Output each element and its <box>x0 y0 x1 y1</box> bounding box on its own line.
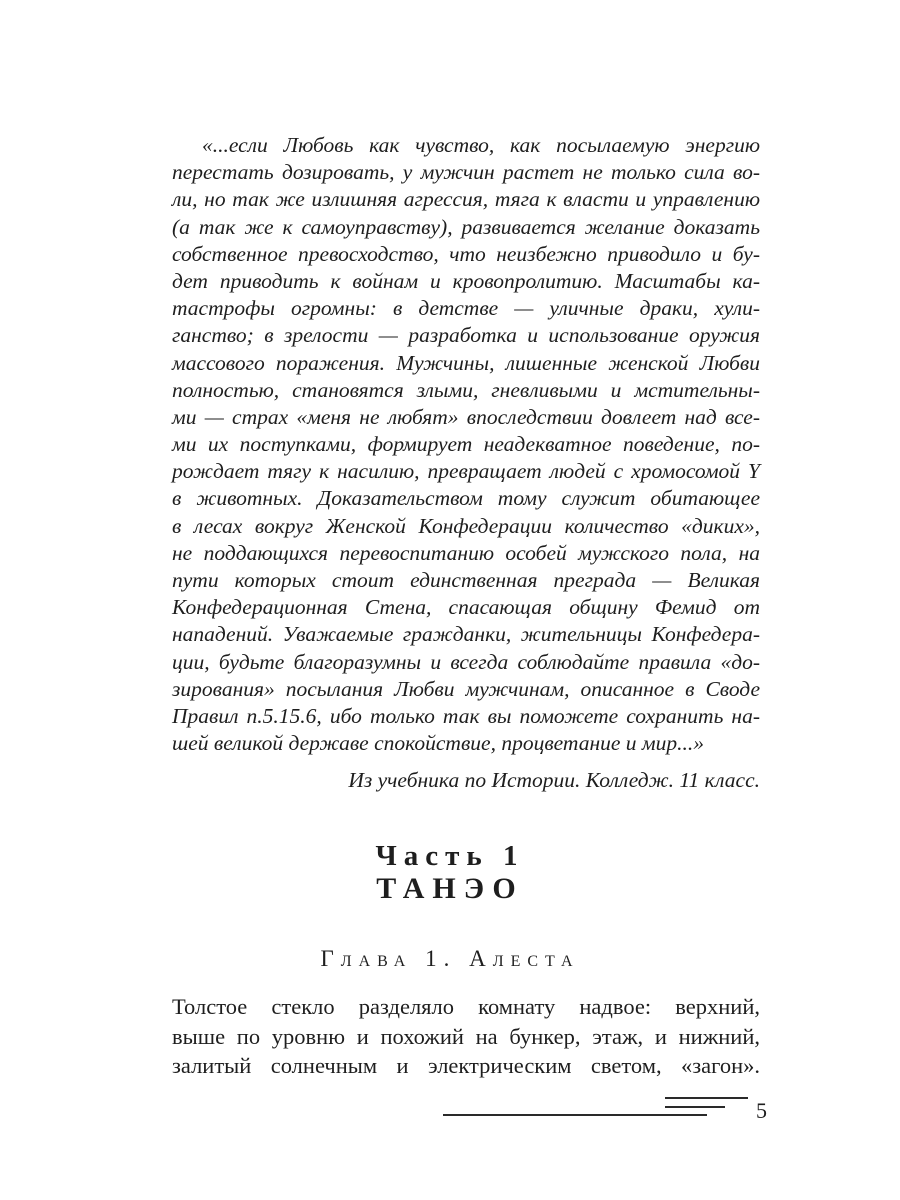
part-title: ТАНЭО <box>376 872 524 905</box>
epigraph-line: ции, будьте благоразумны и всегда соблюдайте правила «до- <box>172 649 760 674</box>
footer-rule-middle <box>665 1106 725 1108</box>
epigraph-line: Конфедерационная Стена, спасающая общину Фемид от <box>172 595 760 620</box>
epigraph-line: ганство; в зрелости — разработка и использование оружия <box>172 323 760 348</box>
epigraph-line: массового поражения. Мужчины, лишенные женской Любви <box>172 350 760 375</box>
epigraph-line: в лесах вокруг Женской Конфедерации количество «диких», <box>172 513 760 538</box>
body-line: Толстое стекло разделяло комнату надвое: верхний, <box>172 994 760 1019</box>
epigraph-line: перестать дозировать, у мужчин растет не только сила во- <box>172 160 760 185</box>
chapter-title: Глава 1. Алеста <box>320 946 580 971</box>
body-paragraph <box>172 992 760 1081</box>
part-label: Часть 1 <box>375 840 525 872</box>
body-line: залитый солнечным и электрическим светом, «загон». <box>172 1053 760 1078</box>
epigraph-line: Правил п.5.15.6, ибо только так вы поможете сохранить на- <box>172 703 760 728</box>
epigraph-line: ли, но так же излишняя агрессия, тяга к власти и управлению <box>172 187 760 212</box>
body-line: выше по уровню и похожий на бункер, этаж, и нижний, <box>172 1023 760 1049</box>
epigraph-line: ми — страх «меня не любят» впоследствии довлеет над все- <box>172 404 760 429</box>
epigraph-line: не поддающихся перевоспитанию особей мужского пола, на <box>172 540 760 565</box>
epigraph-quote <box>172 132 760 757</box>
epigraph-line: дет приводить к войнам и кровопролитию. Масштабы ка- <box>172 268 760 293</box>
epigraph-line: «...если Любовь как чувство, как посылаемую энергию <box>202 133 760 157</box>
footer-rule-top <box>665 1097 748 1099</box>
epigraph-line: пути которых стоит единственная преграда — Великая <box>172 568 760 592</box>
epigraph-line: тастрофы огромны: в детстве — уличные драки, хули- <box>172 296 760 321</box>
epigraph-line: шей великой державе спокойствие, процветание и мир...» <box>172 731 704 756</box>
epigraph-attribution: Из учебника по Истории. Колледж. 11 класс. <box>348 768 760 792</box>
epigraph-line: рождает тягу к насилию, превращает людей с хромосомой Y <box>172 459 760 484</box>
epigraph-line: ми их поступками, формирует неадекватное поведение, по- <box>172 432 760 457</box>
epigraph-line: нападений. Уважаемые гражданки, жительницы Конфедера- <box>172 622 760 647</box>
epigraph-line: (а так же к самоуправству), развивается желание доказать <box>172 214 760 239</box>
footer-rule-long <box>443 1114 707 1116</box>
epigraph-line: собственное превосходство, что неизбежно приводило и бу- <box>172 241 760 266</box>
epigraph-line: полностью, становятся злыми, гневливыми и мстительны- <box>172 377 760 402</box>
epigraph-line: в животных. Доказательством тому служит обитающее <box>172 486 760 511</box>
page-number: 5 <box>756 1098 767 1123</box>
epigraph-line: зирования» посылания Любви мужчинам, описанное в Своде <box>172 676 760 701</box>
